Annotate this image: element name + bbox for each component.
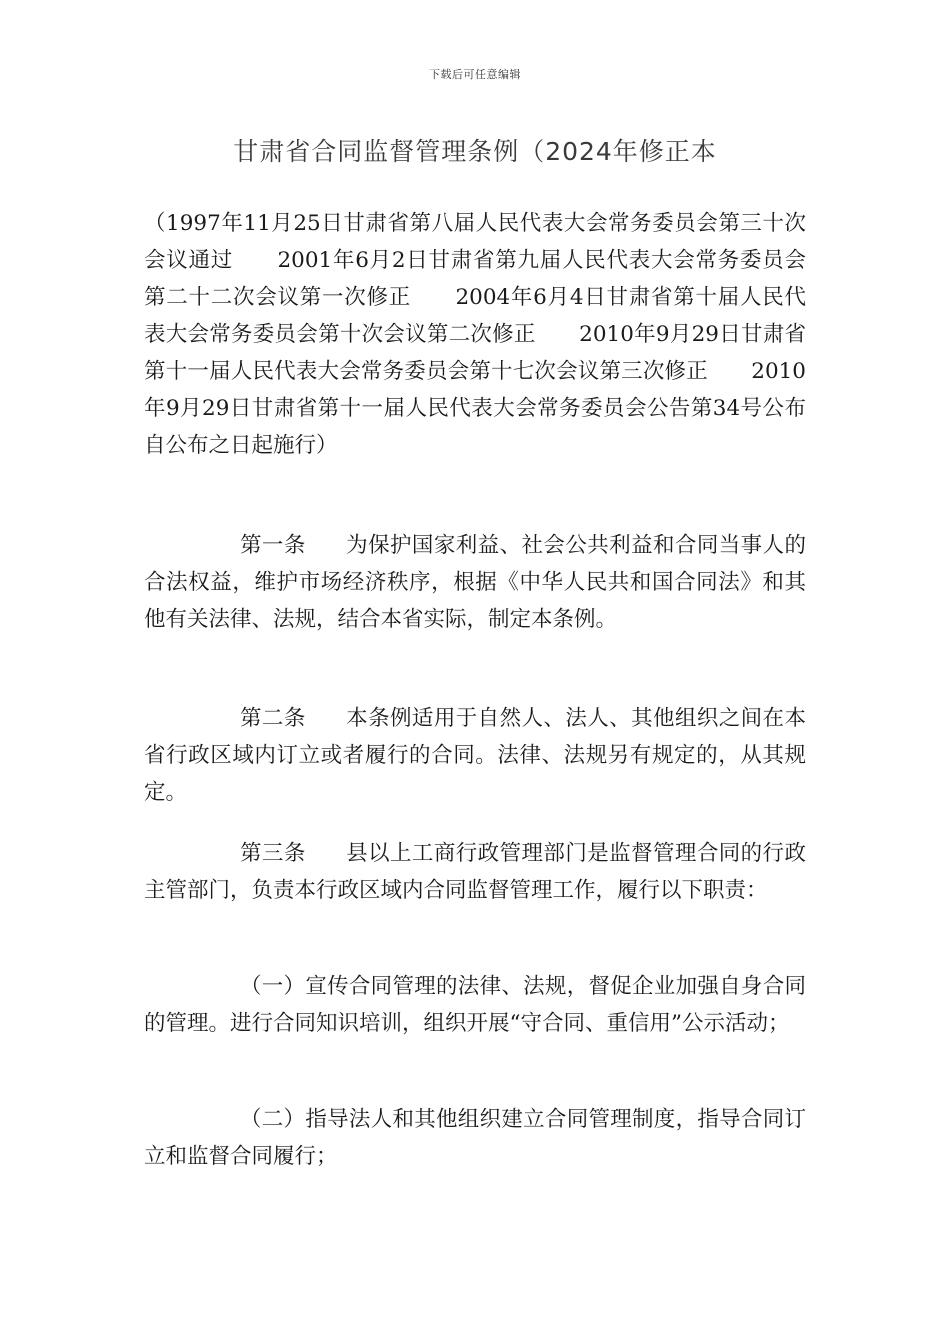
article-2-text: 本条例适用于自然人、法人、其他组织之间在本省行政区域内订立或者履行的合同。法律、法规另有规定的，从其规定。 bbox=[144, 706, 806, 805]
legislative-history: （1997年11月25日甘肃省第八届人民代表大会常务委员会第三十次会议通过 2001年6月2日甘肃省第九届人民代表大会常务委员会第二十二次会议第一次修正 2004年6月4日甘肃省第十届人民代表大会常务委员会第十次会议第二次修正 2010年9月29日甘肃省第十一届人民代表大会常务委员会第十七次会议第三次修正 2010年9月29日甘肃省第十一届人民代表大会常务委员会公告第34号公布 自公布之日起施行） bbox=[144, 211, 850, 458]
article-2 bbox=[144, 700, 806, 811]
article-3 bbox=[144, 835, 806, 909]
article-2-label: 第二条 bbox=[240, 706, 306, 731]
article-3-text: 县以上工商行政管理部门是监督管理合同的行政主管部门，负责本行政区域内合同监督管理工作，履行以下职责： bbox=[144, 841, 806, 903]
duty-item-2-label: （二） bbox=[240, 1107, 306, 1132]
article-1 bbox=[144, 527, 806, 638]
duty-item-1-text: 宣传合同管理的法律、法规，督促企业加强自身合同的管理。进行合同知识培训，组织开展“守合同、重信用”公示活动； bbox=[144, 974, 806, 1036]
document-title: 甘肃省合同监督管理条例（2024年修正本 bbox=[233, 137, 717, 166]
article-3-label: 第三条 bbox=[240, 841, 306, 866]
article-1-label: 第一条 bbox=[240, 533, 306, 558]
duty-item-1 bbox=[144, 968, 806, 1042]
article-1-text: 为保护国家利益、社会公共利益和合同当事人的合法权益，维护市场经济秩序，根据《中华人民共和国合同法》和其他有关法律、法规，结合本省实际，制定本条例。 bbox=[144, 533, 806, 632]
duty-item-2 bbox=[144, 1101, 806, 1175]
duty-item-1-label: （一） bbox=[240, 974, 306, 999]
duty-item-2-text: 指导法人和其他组织建立合同管理制度，指导合同订立和监督合同履行； bbox=[144, 1107, 806, 1169]
header-note: 下载后可任意编辑 bbox=[429, 68, 521, 81]
